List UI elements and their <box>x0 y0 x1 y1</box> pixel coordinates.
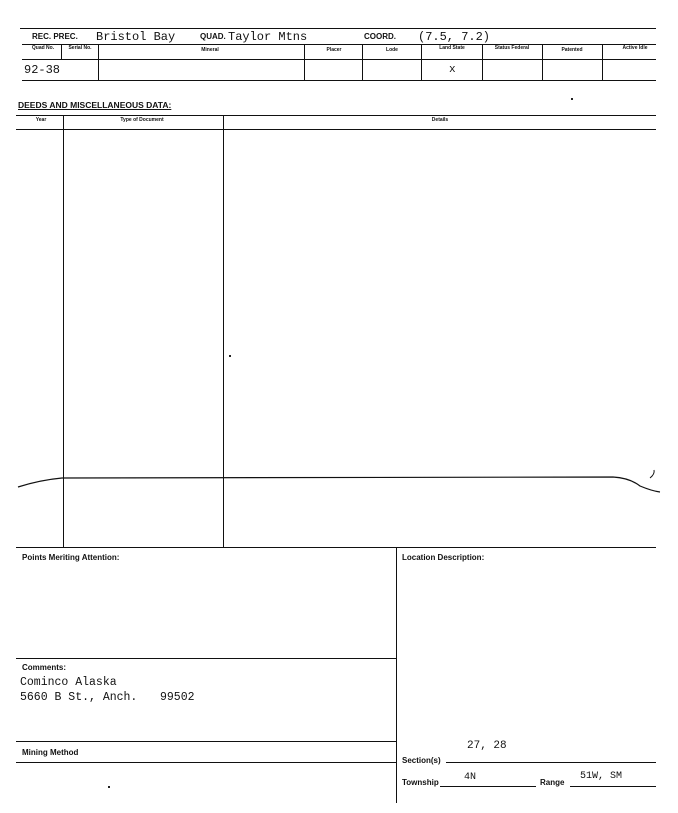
row-land-state-mark: x <box>449 64 456 76</box>
township-label: Township <box>402 778 439 787</box>
quad-label: QUAD. <box>200 32 226 41</box>
divider <box>61 44 62 60</box>
range-label: Range <box>540 778 565 787</box>
col-patented: Patented <box>561 47 583 53</box>
deeds-header-top-rule <box>16 115 656 116</box>
sections-value: 27, 28 <box>467 740 507 752</box>
divider <box>602 44 603 80</box>
mining-label: Mining Method <box>22 748 79 757</box>
col-status-federal: Status Federal <box>494 45 530 51</box>
sections-label: Section(s) <box>402 756 441 765</box>
col-lode: Lode <box>386 47 398 53</box>
divider <box>542 44 543 80</box>
deeds-title: DEEDS AND MISCELLANEOUS DATA: <box>18 100 172 110</box>
deeds-col-year: Year <box>35 117 47 123</box>
rec-prec-label: REC. PREC. <box>32 32 78 41</box>
lower-section-top-rule <box>16 547 656 548</box>
table-row-bottom-rule <box>22 80 656 81</box>
speck <box>108 786 110 788</box>
deeds-col-type: Type of Document <box>120 117 164 123</box>
column-header-top-rule <box>22 44 656 45</box>
divider <box>98 44 99 80</box>
speck <box>571 98 573 100</box>
col-serial-no: Serial No. <box>68 45 92 51</box>
quad-value: Taylor Mtns <box>228 30 308 44</box>
points-label: Points Meriting Attention: <box>22 553 120 562</box>
rec-prec-value: Bristol Bay <box>96 30 176 44</box>
lower-section-divider <box>396 547 397 803</box>
col-mineral: Mineral <box>201 47 219 53</box>
row-quad-no: 92-38 <box>24 63 61 77</box>
location-label: Location Description: <box>402 553 485 562</box>
col-land-state: Land State <box>439 45 465 51</box>
coord-label: COORD. <box>364 32 396 41</box>
speck <box>229 355 231 357</box>
coord-value: (7.5, 7.2) <box>418 30 491 44</box>
comments-line1: Cominco Alaska <box>20 676 117 689</box>
comments-zip: 99502 <box>160 691 195 704</box>
sections-underline <box>446 762 656 763</box>
divider <box>421 44 422 80</box>
comments-line2: 5660 B St., Anch. <box>20 691 138 704</box>
column-header-bottom-rule <box>22 59 656 60</box>
range-value: 51W, SM <box>580 771 623 782</box>
comments-label: Comments: <box>22 663 67 672</box>
mining-bottom-rule <box>16 762 396 763</box>
col-active-idle: Active Idle <box>622 45 648 51</box>
deeds-col-details: Details <box>431 117 449 123</box>
header-top-rule <box>20 28 656 29</box>
page-join-curve <box>0 462 678 498</box>
divider <box>362 44 363 80</box>
divider <box>304 44 305 80</box>
range-underline <box>570 786 656 787</box>
mining-top-rule <box>16 741 396 742</box>
deeds-header-bottom-rule <box>16 129 656 130</box>
col-quad-no: Quad No. <box>31 45 55 51</box>
township-underline <box>440 786 536 787</box>
comments-top-rule <box>16 658 396 659</box>
township-value: 4N <box>464 772 477 783</box>
col-placer: Placer <box>326 47 342 53</box>
divider <box>482 44 483 80</box>
